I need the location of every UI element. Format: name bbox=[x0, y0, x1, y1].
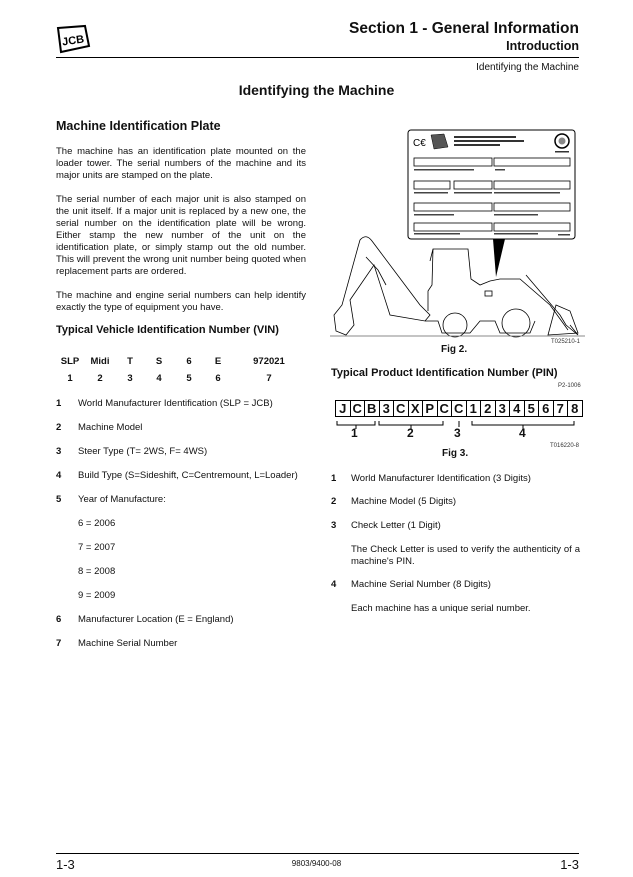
vin-list-item: 2 Machine Model bbox=[56, 422, 143, 433]
vin-code: E bbox=[214, 356, 222, 367]
pin-diagram bbox=[336, 400, 583, 417]
pin-char: 5 bbox=[524, 400, 540, 417]
footer-divider bbox=[56, 853, 579, 854]
vin-codes-row bbox=[56, 356, 306, 373]
page-number-right: 1-3 bbox=[560, 857, 579, 872]
serial-note: Each machine has a unique serial number. bbox=[351, 603, 531, 614]
pin-char: B bbox=[364, 400, 380, 417]
page-number-left: 1-3 bbox=[56, 857, 75, 872]
pin-heading: Typical Product Identification Number (PIN) bbox=[331, 367, 558, 379]
year-entry: 8 = 2008 bbox=[78, 566, 116, 577]
vin-list-item: 7 Machine Serial Number bbox=[56, 638, 178, 649]
vin-code: SLP bbox=[60, 356, 80, 367]
pin-char: C bbox=[350, 400, 366, 417]
vin-index: 2 bbox=[97, 373, 103, 384]
vin-code: T bbox=[127, 356, 133, 367]
pin-char: 8 bbox=[567, 400, 583, 417]
pin-list-item: 4 Machine Serial Number (8 Digits) bbox=[331, 579, 491, 590]
fig2-illustration bbox=[330, 125, 585, 340]
topic-label: Identifying the Machine bbox=[476, 62, 579, 73]
pin-group-label: 2 bbox=[407, 426, 414, 440]
vin-heading: Typical Vehicle Identification Number (VIN) bbox=[56, 324, 279, 336]
vin-list-item: 5 Year of Manufacture: bbox=[56, 494, 166, 505]
plate-heading: Machine Identification Plate bbox=[56, 119, 221, 133]
pin-char: 1 bbox=[466, 400, 482, 417]
svg-text:JCB: JCB bbox=[61, 33, 85, 49]
pin-list-item: 1 World Manufacturer Identification (3 Digits) bbox=[331, 473, 531, 484]
pin-char: 3 bbox=[379, 400, 395, 417]
vin-code: 6 bbox=[186, 356, 192, 367]
paragraph-plate: The machine has an identification plate mounted on the loader tower. The serial numbers of the machine and its major units are stamped on the plate. bbox=[56, 146, 306, 181]
fig2-caption: Fig 2. bbox=[441, 344, 468, 355]
pin-char: 4 bbox=[509, 400, 525, 417]
paragraph-serial: The serial number of each major unit is also stamped on the unit itself. If a major unit is replaced by a new one, the serial number on the identification plate will be wrong. Either stamp the new number of the unit on the identification plate, or simply stamp out the old number. This will prevent the wrong unit number being quoted when replacement parts are ordered. bbox=[56, 194, 306, 277]
pin-char: 3 bbox=[495, 400, 511, 417]
vin-index-row bbox=[56, 373, 306, 390]
vin-list-item: 6 Manufacturer Location (E = England) bbox=[56, 614, 234, 625]
year-entry: 9 = 2009 bbox=[78, 590, 116, 601]
page-title: Identifying the Machine bbox=[238, 82, 395, 98]
pin-char: 7 bbox=[553, 400, 569, 417]
pin-char: C bbox=[451, 400, 467, 417]
svg-text:C€: C€ bbox=[413, 138, 426, 149]
year-entry: 7 = 2007 bbox=[78, 542, 116, 553]
fig3-ref: T016220-8 bbox=[550, 443, 580, 449]
section-subtitle: Introduction bbox=[506, 39, 579, 53]
vin-list-item: 4 Build Type (S=Sideshift, C=Centremount, L=Loader) bbox=[56, 470, 298, 481]
vin-index: 5 bbox=[186, 373, 192, 384]
pin-char: 6 bbox=[538, 400, 554, 417]
paragraph-identify: The machine and engine serial numbers can help identify exactly the type of equipment you have. bbox=[56, 290, 306, 313]
vin-code: S bbox=[155, 356, 163, 367]
document-number: 9803/9400-08 bbox=[291, 859, 342, 868]
vin-list-item: 3 Steer Type (T= 2WS, F= 4WS) bbox=[56, 446, 208, 457]
fig3-caption: Fig 3. bbox=[442, 448, 469, 459]
vin-index: 7 bbox=[266, 373, 272, 384]
pin-char: X bbox=[408, 400, 424, 417]
pin-group-label: 4 bbox=[519, 426, 526, 440]
pin-list-item: 2 Machine Model (5 Digits) bbox=[331, 496, 457, 507]
vin-index: 3 bbox=[127, 373, 133, 384]
jcb-logo bbox=[55, 24, 91, 54]
pin-char: C bbox=[393, 400, 409, 417]
pin-ref: P2-1006 bbox=[558, 383, 581, 389]
vin-index: 6 bbox=[215, 373, 221, 384]
vin-code: Midi bbox=[90, 356, 110, 367]
pin-group-label: 1 bbox=[351, 426, 358, 440]
vin-index: 1 bbox=[67, 373, 73, 384]
vin-table bbox=[56, 356, 306, 390]
pin-char: C bbox=[437, 400, 453, 417]
check-letter-note: The Check Letter is used to verify the authenticity of a machine's PIN. bbox=[351, 544, 580, 567]
pin-char: 2 bbox=[480, 400, 496, 417]
pin-char: J bbox=[335, 400, 351, 417]
pin-group-label: 3 bbox=[454, 426, 461, 440]
pin-list-item: 3 Check Letter (1 Digit) bbox=[331, 520, 441, 531]
vin-list-item: 1 World Manufacturer Identification (SLP = JCB) bbox=[56, 398, 273, 409]
header-divider bbox=[56, 57, 579, 58]
year-entry: 6 = 2006 bbox=[78, 518, 116, 529]
fig2-ref: T025210-1 bbox=[551, 339, 581, 345]
pin-char: P bbox=[422, 400, 438, 417]
vin-index: 4 bbox=[156, 373, 162, 384]
vin-code: 972021 bbox=[253, 356, 285, 367]
section-title: Section 1 - General Information bbox=[349, 20, 579, 37]
